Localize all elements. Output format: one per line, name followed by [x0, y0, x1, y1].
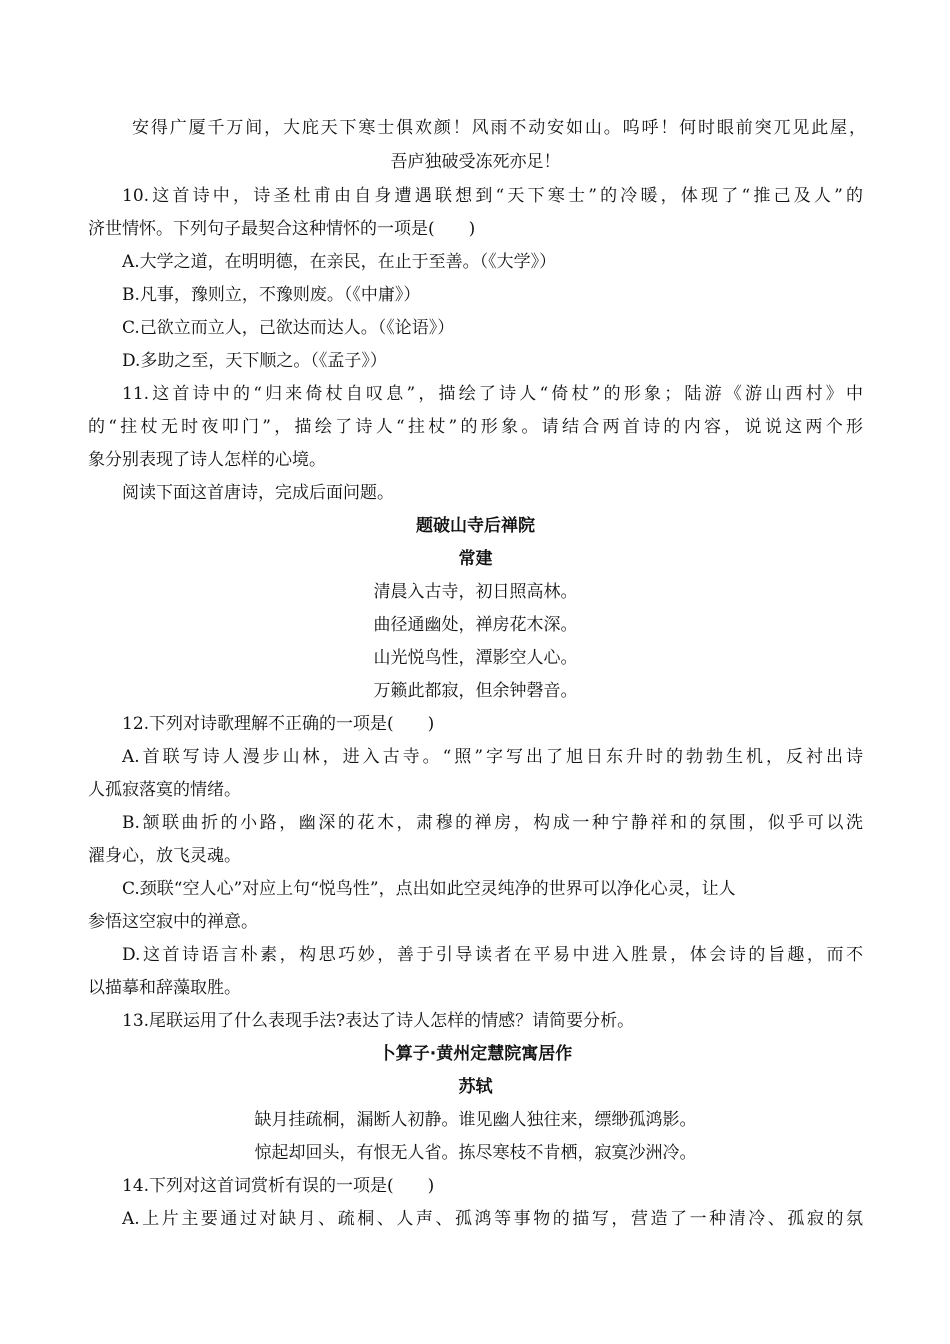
q12-stem: 12.下列对诗歌理解不正确的一项是( )	[122, 714, 435, 734]
poem2-title: 题破山寺后禅院	[416, 516, 535, 536]
q12-option-c-line1: C.颈联“空人心”对应上句“悦鸟性”，点出如此空灵纯净的世界可以净化心灵，让人	[122, 879, 736, 899]
poem3-line2: 惊起却回头，有恨无人省。拣尽寒枝不肯栖，寂寞沙洲冷。	[254, 1143, 697, 1163]
q12-option-a-line1: A.首联写诗人漫步山林，进入古寺。“照”字写出了旭日东升时的勃勃生机，反衬出诗	[122, 747, 863, 767]
q10-stem-line1: 10.这首诗中，诗圣杜甫由自身遭遇联想到“天下寒士”的冷暖，体现了“推己及人”的	[122, 186, 863, 206]
poem3-author: 苏轼	[458, 1077, 493, 1097]
poem2-line4: 万籁此都寂，但余钟磬音。	[373, 681, 578, 701]
reading-intro: 阅读下面这首唐诗，完成后面问题。	[122, 483, 394, 503]
poem1-tail-line2: 吾庐独破受冻死亦足！	[390, 152, 561, 172]
q11-line2: 的“拄杖无时夜叩门”，描绘了诗人“拄杖”的形象。请结合两首诗的内容，说说这两个形	[88, 417, 863, 437]
q10-option-d: D.多助之至，天下顺之。（《孟子》）	[122, 351, 387, 371]
q10-option-c: C.己欲立而立人，己欲达而达人。（《论语》）	[122, 318, 455, 338]
poem2-line1: 清晨入古寺，初日照高林。	[373, 582, 578, 602]
poem1-tail-line1: 安得广厦千万间，大庇天下寒士俱欢颜！风雨不动安如山。呜呼！何时眼前突兀见此屋，	[132, 118, 866, 138]
poem3-title: 卜算子·黄州定慧院寓居作	[378, 1044, 573, 1064]
q12-option-a-line2: 人孤寂落寞的情绪。	[88, 780, 241, 800]
poem2-author: 常建	[458, 549, 493, 569]
poem2-line2: 曲径通幽处，禅房花木深。	[373, 615, 578, 635]
q12-option-b-line1: B.颔联曲折的小路，幽深的花木，肃穆的禅房，构成一种宁静祥和的氛围，似乎可以洗	[122, 813, 863, 833]
q14-option-a-line1: A.上片主要通过对缺月、疏桐、人声、孤鸿等事物的描写，营造了一种清冷、孤寂的氛	[122, 1209, 863, 1229]
q12-option-c-line2: 参悟这空寂中的禅意。	[88, 912, 258, 932]
q11-line3: 象分别表现了诗人怎样的心境。	[88, 450, 326, 470]
poem3-line1: 缺月挂疏桐，漏断人初静。谁见幽人独往来，缥缈孤鸿影。	[254, 1110, 697, 1130]
q10-option-b: B.凡事，豫则立，不豫则废。（《中庸》）	[122, 285, 421, 305]
q12-option-b-line2: 濯身心，放飞灵魂。	[88, 846, 241, 866]
q10-option-a: A.大学之道，在明明德，在亲民，在止于至善。（《大学》）	[122, 252, 557, 272]
poem2-line3: 山光悦鸟性，潭影空人心。	[373, 648, 578, 668]
q12-option-d-line1: D.这首诗语言朴素，构思巧妙，善于引导读者在平易中进入胜景，体会诗的旨趣，而不	[122, 945, 863, 965]
q11-line1: 11.这首诗中的“归来倚杖自叹息”，描绘了诗人“倚杖”的形象；陆游《游山西村》中	[122, 384, 863, 404]
q10-stem-line2: 济世情怀。下列句子最契合这种情怀的一项是( )	[88, 219, 476, 239]
q14-stem: 14.下列对这首词赏析有误的一项是( )	[122, 1176, 435, 1196]
q13-stem: 13.尾联运用了什么表现手法?表达了诗人怎样的情感？请简要分析。	[122, 1011, 635, 1031]
q12-option-d-line2: 以描摹和辞藻取胜。	[88, 978, 241, 998]
